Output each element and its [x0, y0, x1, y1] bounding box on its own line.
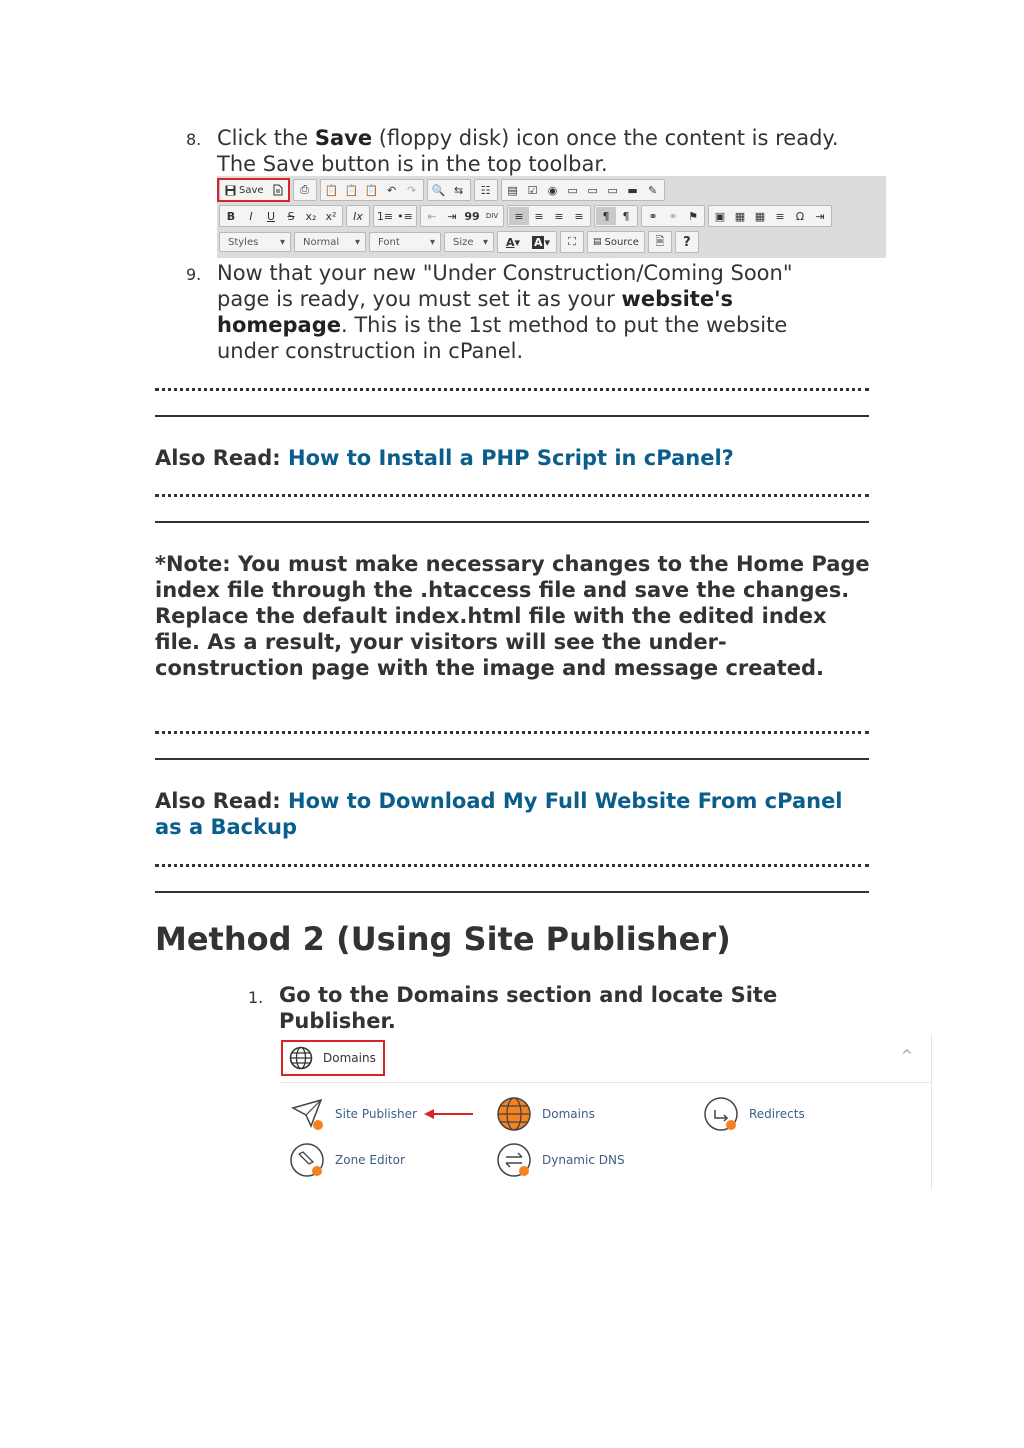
solid-divider [155, 521, 869, 523]
dotted-divider [155, 494, 869, 497]
step-8-text: Click the Save (floppy disk) icon once the content is ready. The Save button is in the top toolbar. [217, 126, 839, 176]
zone-editor-item[interactable]: Zone Editor [289, 1142, 405, 1178]
print-icon[interactable]: ⎙ [300, 183, 309, 196]
form-icon[interactable]: ▤ [507, 183, 518, 197]
remove-format-button[interactable]: Ix [353, 209, 363, 223]
cpanel-section-header[interactable] [279, 1034, 931, 1083]
checkbox-icon[interactable]: ☑ [527, 183, 538, 197]
dotted-divider [155, 731, 869, 734]
step-9-text: Now that your new "Under Construction/Coming Soon" page is ready, you must set it as your website's homepage. This is the 1st method to put the website under construction in cPanel. [217, 261, 793, 363]
redirects-item[interactable]: Redirects [703, 1096, 805, 1132]
save-bold: Save [314, 126, 373, 150]
font-combo[interactable]: Font ▾ [369, 232, 441, 252]
replace-icon[interactable]: ⇆ [453, 183, 464, 197]
anchor-flag-icon[interactable]: ⚑ [688, 209, 698, 223]
image-icon[interactable]: ▣ [714, 209, 726, 223]
align-left-icon[interactable]: ≡ [509, 207, 529, 225]
bulleted-list-icon[interactable]: •≡ [397, 209, 413, 223]
superscript-button[interactable]: x² [325, 209, 337, 223]
link-icon[interactable]: ⚭ [648, 209, 658, 223]
note-paragraph: *Note: You must make necessary changes to the Home Page index file through the .htaccess file and save the changes. Replace the default index.html file with the edited index file. As a result, your visitors will see the under-construction page with the image and message created. [155, 552, 870, 680]
help-button[interactable]: ? [683, 234, 691, 250]
italic-button[interactable]: I [249, 209, 253, 223]
paste-word-icon[interactable]: 📋 [364, 183, 379, 197]
justify-icon[interactable]: ≡ [574, 209, 584, 223]
rtl-icon[interactable]: ¶ [622, 209, 630, 223]
domains-globe-icon [496, 1096, 532, 1132]
homepage-bold: website's homepage [217, 287, 734, 337]
method-2-step-1: Go to the Domains section and locate Site Publisher. [279, 983, 778, 1033]
preview-icon[interactable]: 🗎 [655, 234, 665, 248]
select-icon[interactable]: ▭ [607, 183, 618, 197]
red-arrow-icon [423, 1109, 475, 1119]
radio-icon[interactable]: ◉ [547, 183, 558, 197]
subscript-button[interactable]: x₂ [305, 209, 317, 223]
indent-icon[interactable]: ⇥ [447, 209, 457, 223]
chevron-down-icon: ▾ [482, 236, 488, 248]
dotted-divider [155, 864, 869, 867]
save-highlight-box [217, 178, 290, 202]
solid-divider [155, 415, 869, 417]
source-icon: ▤ [593, 237, 602, 247]
unlink-icon[interactable]: ⚭ [668, 209, 678, 223]
ltr-icon[interactable]: ¶ [596, 207, 616, 225]
redirects-icon [703, 1096, 739, 1132]
paste-text-icon[interactable]: 📋 [344, 183, 359, 197]
bold-button[interactable]: B [226, 209, 236, 223]
select-all-icon[interactable]: ☷ [480, 183, 491, 197]
blockquote-icon[interactable]: 99 [464, 209, 480, 223]
find-icon[interactable]: 🔍 [431, 183, 446, 197]
redo-icon[interactable]: ↷ [406, 183, 417, 197]
table-icon[interactable]: ▦ [754, 209, 766, 223]
step-number: 1. [248, 988, 264, 1007]
also-read-link-php[interactable]: How to Install a PHP Script in cPanel? [288, 446, 734, 470]
textfield-icon[interactable]: ▭ [567, 183, 578, 197]
dotted-divider [155, 388, 869, 391]
source-button[interactable]: ▤ Source [593, 236, 639, 248]
page-break-icon[interactable]: ⇥ [815, 209, 825, 223]
undo-icon[interactable]: ↶ [386, 183, 397, 197]
domains-item[interactable]: Domains [496, 1096, 595, 1132]
maximize-icon[interactable]: ⛶ [568, 235, 576, 248]
also-read-link-backup[interactable]: How to Download My Full Website From cPanel as a Backup [155, 789, 843, 839]
editor-toolbar-screenshot [217, 176, 886, 258]
dynamic-dns-item[interactable]: Dynamic DNS [496, 1142, 625, 1178]
button-icon[interactable]: ▬ [627, 183, 638, 197]
horizontal-rule-icon[interactable]: ≡ [775, 209, 785, 223]
chevron-down-icon: ▾ [354, 236, 360, 248]
chevron-down-icon: ▾ [429, 236, 435, 248]
also-read-1: Also Read: How to Install a PHP Script in cPanel? [155, 446, 734, 470]
chevron-up-icon[interactable]: ^ [901, 1048, 913, 1064]
site-publisher-item[interactable]: Site Publisher [289, 1096, 475, 1132]
chevron-down-icon: ▾ [279, 236, 285, 248]
textarea-icon[interactable]: ▭ [587, 183, 598, 197]
bg-color-button[interactable]: A ▾ [533, 235, 551, 249]
underline-button[interactable]: U [266, 209, 276, 223]
size-combo[interactable]: Size ▾ [444, 232, 494, 252]
styles-combo[interactable]: Styles ▾ [219, 232, 291, 252]
special-char-icon[interactable]: Ω [795, 209, 805, 223]
strike-button[interactable]: S [287, 209, 295, 223]
div-icon[interactable]: DIV [485, 212, 499, 220]
step-number: 9. [186, 265, 202, 284]
text-color-button[interactable]: A ▾ [505, 235, 521, 249]
outdent-icon[interactable]: ⇤ [427, 209, 437, 223]
hidden-field-icon[interactable]: ✎ [647, 183, 658, 197]
paste-icon[interactable]: 📋 [324, 183, 339, 197]
zone-editor-icon [289, 1142, 325, 1178]
solid-divider [155, 758, 869, 760]
globe-icon [289, 1046, 313, 1070]
save-button[interactable]: Save [221, 181, 268, 199]
dynamic-dns-icon [496, 1142, 532, 1178]
numbered-list-icon[interactable]: 1≡ [376, 209, 394, 223]
method-2-heading: Method 2 (Using Site Publisher) [155, 920, 731, 958]
step-number: 8. [186, 130, 202, 149]
solid-divider [155, 891, 869, 893]
cpanel-domains-panel [279, 1034, 932, 1190]
also-read-2: Also Read: How to Download My Full Website From cPanel as a Backup [155, 789, 843, 839]
align-center-icon[interactable]: ≡ [534, 209, 544, 223]
align-right-icon[interactable]: ≡ [554, 209, 564, 223]
flash-icon[interactable]: ▦ [734, 209, 746, 223]
section-title: Domains [323, 1051, 376, 1065]
format-combo[interactable]: Normal ▾ [294, 232, 366, 252]
site-publisher-icon [289, 1096, 325, 1132]
